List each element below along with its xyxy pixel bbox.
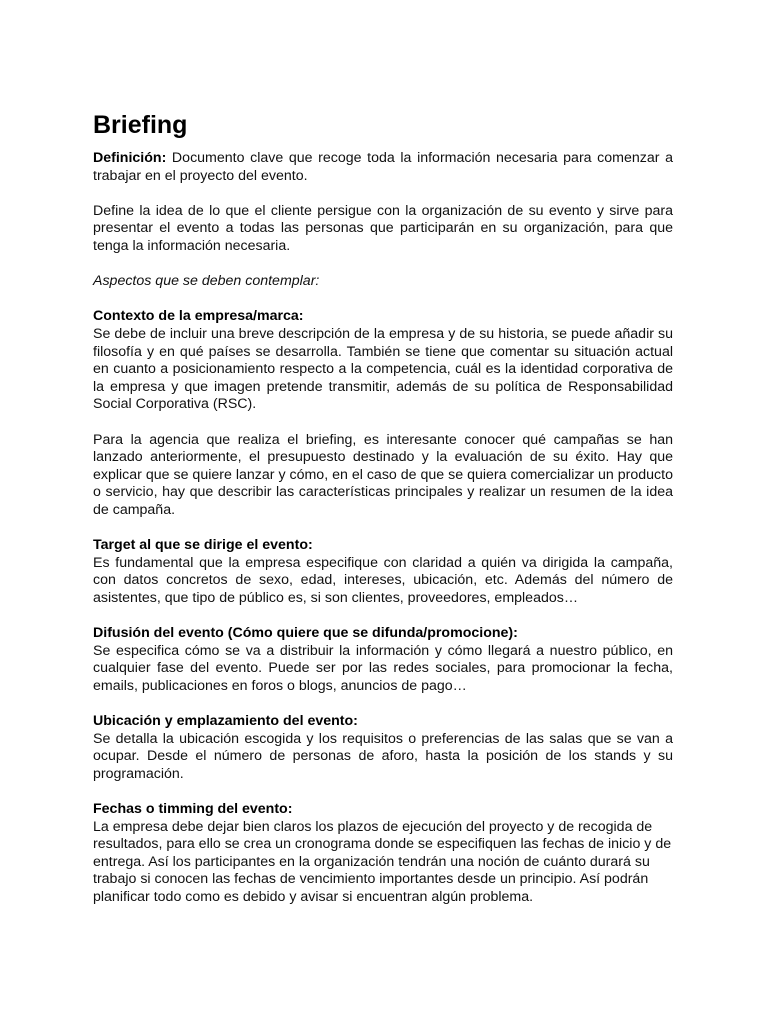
- section-heading: Target al que se dirige el evento:: [93, 537, 313, 554]
- definition-text: Documento clave que recoge toda la información necesaria para comenzar a trabajar en el proyecto del evento.: [93, 150, 673, 184]
- document-title: Briefing: [93, 111, 188, 139]
- section-paragraph: Se especifica cómo se va a distribuir la información y cómo llegará a nuestro público, en cualquier fase del evento. Puede ser por las redes sociales, para promocionar la fecha, emails, publicaciones en foros o blogs, anuncios de pago…: [93, 642, 673, 694]
- section-paragraph: Es fundamental que la empresa especifique con claridad a quién va dirigida la campaña, con datos concretos de sexo, edad, intereses, ubicación, etc. Además del número de asistentes, que tipo de público es, si son clientes, proveedores, empleados…: [93, 554, 673, 606]
- section-target: [93, 537, 673, 607]
- section-fechas: [93, 801, 673, 907]
- definition-label: Definición:: [93, 150, 167, 166]
- aspects-intro-text: Aspectos que se deben contemplar:: [93, 273, 320, 290]
- section-heading: Ubicación y emplazamiento del evento:: [93, 713, 358, 729]
- intro-paragraph: Define la idea de lo que el cliente persigue con la organización de su evento y sirve para presentar el evento a todas las personas que participarán en su organización, para que tenga la información necesaria.: [93, 202, 673, 254]
- section-paragraph: Para la agencia que realiza el briefing, es interesante conocer qué campañas se han lanzado anteriormente, el presupuesto destinado y la evaluación de su éxito. Hay que explicar que se quiere lanzar y cómo, en el caso de que se quiera comercializar un producto o servicio, hay que describir las características principales y realizar un resumen de la idea de campaña.: [93, 431, 673, 518]
- document-page: [93, 110, 673, 924]
- section-contexto-continued: [93, 432, 673, 520]
- section-ubicacion: [93, 713, 673, 783]
- aspects-intro: [93, 273, 673, 291]
- section-paragraph: Se debe de incluir una breve descripción de la empresa y de su historia, se puede añadir su filosofía y en qué países se desarrolla. También se tiene que comentar su situación actual en cuanto a posicionamiento respecto a la competencia, cuál es la identidad corporativa de la empresa y que imagen pretende transmitir, además de su política de Responsabilidad Social Corporativa (RSC).: [93, 325, 673, 413]
- definition-paragraph: [93, 150, 673, 185]
- section-paragraph: Se detalla la ubicación escogida y los requisitos o preferencias de las salas que se van a ocupar. Desde el número de personas de aforo, hasta la posición de los stands y su programación.: [93, 730, 673, 782]
- section-contexto: [93, 308, 673, 414]
- section-difusion: [93, 625, 673, 695]
- section-heading: Difusión del evento (Cómo quiere que se difunda/promocione):: [93, 625, 518, 642]
- section-heading: Fechas o timming del evento:: [93, 800, 293, 817]
- section-heading: Contexto de la empresa/marca:: [93, 308, 304, 325]
- section-paragraph: La empresa debe dejar bien claros los plazos de ejecución del proyecto y de recogida de resultados, para ello se crea un cronograma donde se especifiquen las fechas de inicio y de entrega. Así los participantes en la organización tendrán una noción de cuánto durará su trabajo si conocen las fechas de vencimiento importantes desde un principio. Así podrán planificar todo como es debido y avisar si encuentran algún problema.: [93, 818, 672, 905]
